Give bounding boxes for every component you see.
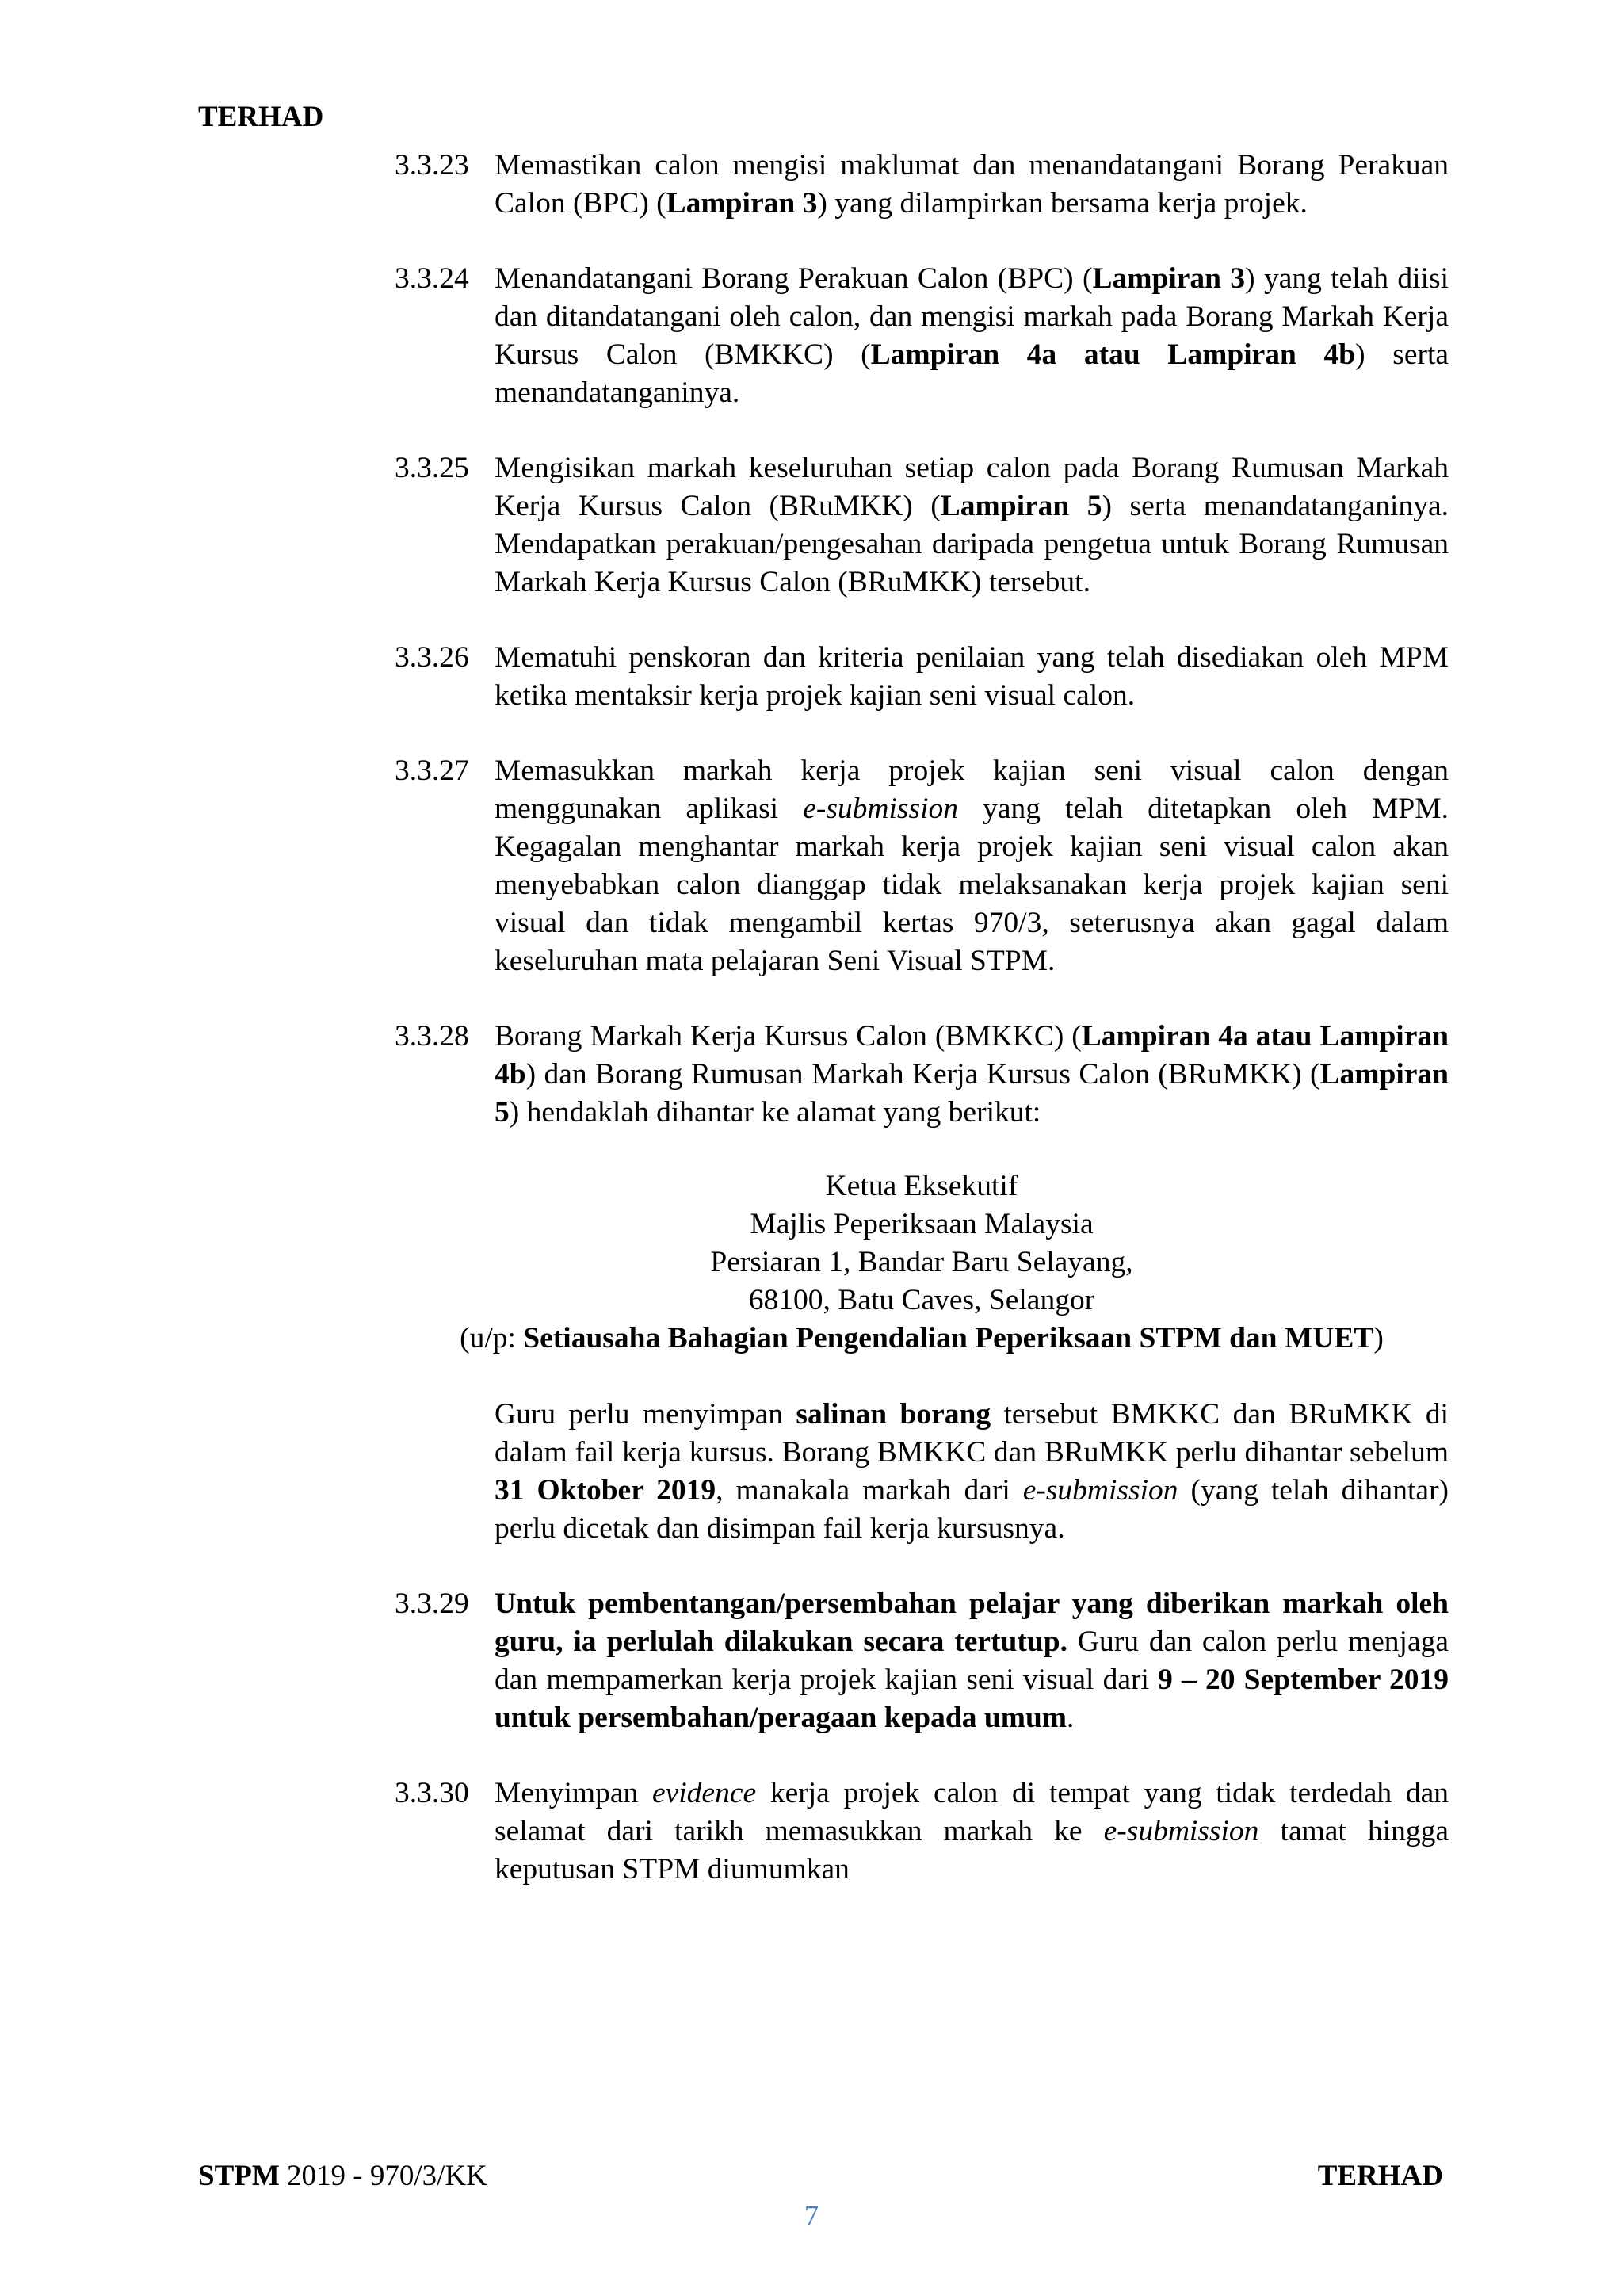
address-line: 68100, Batu Caves, Selangor bbox=[748, 1284, 1095, 1316]
address-line: Majlis Peperiksaan Malaysia bbox=[750, 1208, 1094, 1240]
list-item bbox=[395, 1018, 1449, 1132]
bold-text: Lampiran 5 bbox=[940, 490, 1102, 522]
text-run: ) serta menandatanganinya. bbox=[495, 338, 1449, 409]
bold-text: Lampiran 5 bbox=[495, 1058, 1449, 1129]
item-text bbox=[495, 147, 1449, 223]
text-run: ) yang telah diisi dan ditandatangani oleh calon, dan mengisi markah pada Borang Markah Kerja Kursus Calon (BMKKC) ( bbox=[495, 262, 1449, 371]
list-item bbox=[395, 639, 1449, 715]
text-run: tamat hingga keputusan STPM diumumkan bbox=[495, 1815, 1449, 1885]
text-run: (yang telah dihantar) perlu dicetak dan disimpan fail kerja kursusnya. bbox=[495, 1474, 1449, 1545]
item-text bbox=[495, 260, 1449, 412]
item-text bbox=[495, 639, 1449, 715]
italic-text: e-submission bbox=[1022, 1474, 1178, 1507]
italic-text: e-submission bbox=[1103, 1815, 1259, 1847]
item-number: 3.3.28 bbox=[395, 1020, 469, 1052]
text-run: ) yang dilampirkan bersama kerja projek. bbox=[817, 187, 1308, 220]
item-text bbox=[495, 1585, 1449, 1737]
footer-document-code: STPM 2019 - 970/3/KK bbox=[198, 2160, 487, 2192]
address-line: Persiaran 1, Bandar Baru Selayang, bbox=[710, 1246, 1133, 1278]
text-run: Mengisikan markah keseluruhan setiap calon pada Borang Rumusan Markah Kerja Kursus Calon (BRuMKK) ( bbox=[495, 452, 1449, 522]
item-number: 3.3.24 bbox=[395, 262, 469, 295]
bold-text: Lampiran 4a atau Lampiran 4b bbox=[870, 338, 1356, 371]
italic-text: evidence bbox=[651, 1777, 757, 1809]
item-number: 3.3.26 bbox=[395, 641, 469, 674]
list-item bbox=[395, 449, 1449, 602]
bold-text: 9 – 20 September 2019 untuk persembahan/peragaan kepada umum bbox=[495, 1664, 1449, 1734]
list-item bbox=[395, 1775, 1449, 1889]
page-number: 7 bbox=[804, 2200, 819, 2233]
list-item bbox=[395, 1585, 1449, 1737]
bold-text: Lampiran 4a atau Lampiran 4b bbox=[495, 1020, 1449, 1091]
text-run: ) dan Borang Rumusan Markah Kerja Kursus Calon (BRuMKK) ( bbox=[525, 1058, 1320, 1091]
list-item bbox=[395, 752, 1449, 980]
bold-text: Lampiran 3 bbox=[666, 187, 818, 220]
text-run: . bbox=[1067, 1702, 1075, 1734]
document-body bbox=[395, 147, 1449, 1926]
bold-text: Untuk pembentangan/persembahan pelajar yang diberikan markah oleh guru, ia perlulah dilakukan secara tertutup. bbox=[495, 1587, 1449, 1658]
text-run: kerja projek calon di tempat yang tidak terdedah dan selamat dari tarikh memasukkan markah ke bbox=[495, 1777, 1449, 1847]
list-item bbox=[395, 147, 1449, 223]
address-block bbox=[395, 1167, 1449, 1358]
text-run: , manakala markah dari bbox=[716, 1474, 1023, 1507]
item-text bbox=[495, 1775, 1449, 1889]
text-run: Mematuhi penskoran dan kriteria penilaian yang telah disediakan oleh MPM ketika mentaksir kerja projek kajian seni visual calon. bbox=[495, 641, 1449, 712]
text-run: ) serta menandatanganinya. Mendapatkan perakuan/pengesahan daripada pengetua untuk Borang Rumusan Markah Kerja Kursus Calon (BRuMKK) tersebut. bbox=[495, 490, 1449, 598]
item-text bbox=[495, 1018, 1449, 1132]
item-text bbox=[495, 449, 1449, 602]
text-run: Guru dan calon perlu menjaga dan mempamerkan kerja projek kajian seni visual dari bbox=[495, 1626, 1449, 1696]
text-run: Memastikan calon mengisi maklumat dan menandatangani Borang Perakuan Calon (BPC) ( bbox=[495, 149, 1449, 220]
bold-text: 31 Oktober 2019 bbox=[495, 1474, 716, 1507]
teacher-note bbox=[495, 1396, 1449, 1548]
item-number: 3.3.27 bbox=[395, 755, 469, 787]
text-run: tersebut BMKKC dan BRuMKK di dalam fail kerja kursus. Borang BMKKC dan BRuMKK perlu dihantar sebelum bbox=[495, 1398, 1449, 1469]
italic-text: e-submission bbox=[803, 793, 959, 825]
item-list bbox=[395, 147, 1449, 1132]
text-run: Menyimpan bbox=[495, 1777, 652, 1809]
header-classification: TERHAD bbox=[198, 101, 324, 133]
list-item bbox=[395, 260, 1449, 412]
item-number: 3.3.23 bbox=[395, 149, 469, 181]
text-run: Guru perlu menyimpan bbox=[495, 1398, 796, 1431]
item-list bbox=[395, 1585, 1449, 1889]
address-line: Ketua Eksekutif bbox=[825, 1170, 1018, 1202]
text-run: Borang Markah Kerja Kursus Calon (BMKKC) ( bbox=[495, 1020, 1082, 1052]
item-number: 3.3.29 bbox=[395, 1587, 469, 1620]
item-number: 3.3.25 bbox=[395, 452, 469, 484]
text-run: yang telah ditetapkan oleh MPM. Kegagalan menghantar markah kerja projek kajian seni visual calon akan menyebabkan calon dianggap tidak melaksanakan kerja projek kajian seni visual dan tidak mengambil kertas 970/3, seterusnya akan gagal dalam keseluruhan mata pelajaran Seni Visual STPM. bbox=[495, 793, 1449, 977]
bold-text: salinan borang bbox=[796, 1398, 991, 1431]
footer-classification: TERHAD bbox=[1317, 2160, 1443, 2192]
text-run: ) hendaklah dihantar ke alamat yang berikut: bbox=[509, 1096, 1041, 1129]
address-attention-line: (u/p: Setiausaha Bahagian Pengendalian Peperiksaan STPM dan MUET) bbox=[460, 1322, 1384, 1354]
bold-text: Lampiran 3 bbox=[1092, 262, 1246, 295]
text-run: Memasukkan markah kerja projek kajian seni visual calon dengan menggunakan aplikasi bbox=[495, 755, 1449, 825]
item-number: 3.3.30 bbox=[395, 1777, 469, 1809]
item-text bbox=[495, 752, 1449, 980]
text-run: Menandatangani Borang Perakuan Calon (BPC) ( bbox=[495, 262, 1093, 295]
